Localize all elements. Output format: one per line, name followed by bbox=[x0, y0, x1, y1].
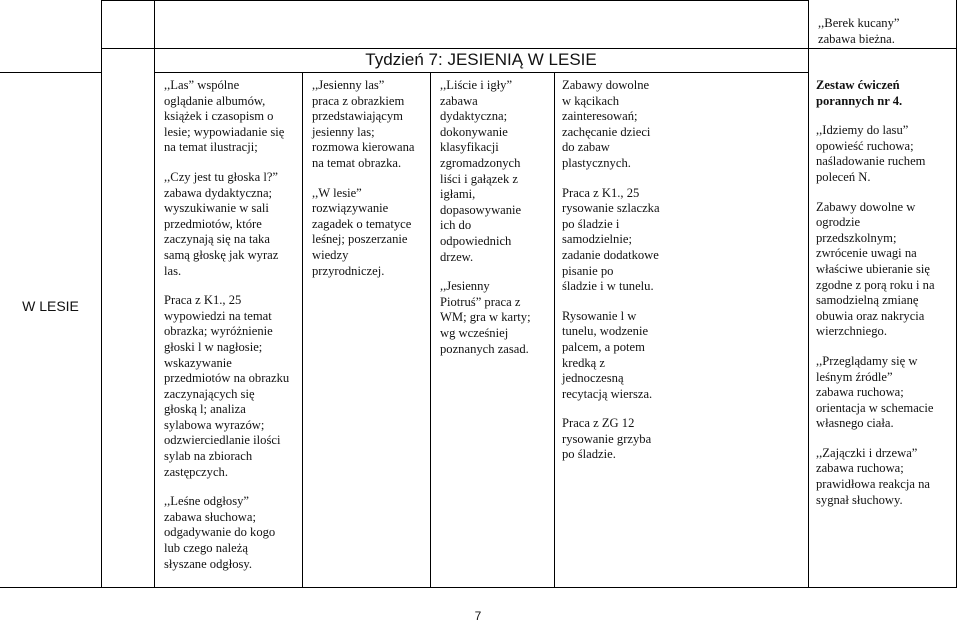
activity-w-lesie: ,,W lesie” rozwiązywanie zagadek o tematyce leśnej; poszerzanie wiedzy przyrodniczej. bbox=[312, 185, 412, 278]
activity-berek-kucany: ,,Berek kucany” zabawa bieżna. bbox=[818, 16, 900, 46]
table-top-border bbox=[101, 0, 808, 1]
col1-left-border bbox=[154, 0, 155, 588]
activity-lesne-odglosy: ,,Leśne odgłosy” zabawa słuchowa; odgadywanie do kogo lub czego należą słyszane odgłosy. bbox=[164, 494, 276, 571]
column-conversation-activities bbox=[312, 78, 428, 279]
side-column-border bbox=[101, 0, 102, 588]
table-bottom-border bbox=[0, 587, 956, 588]
page-number: 7 bbox=[474, 609, 482, 623]
col4-left-border bbox=[554, 72, 555, 588]
activity-las: ,,Las” wspólne oglądanie albumów, książek i czasopism o lesie; wypowiadanie się na temat ilustracji; bbox=[164, 78, 285, 155]
activity-zajaczki-i-drzewa: ,,Zajączki i drzewa” zabawa ruchowa; prawidłowa reakcja na sygnał słuchowy. bbox=[816, 445, 930, 507]
column-didactic-games bbox=[440, 78, 552, 357]
activity-idziemy-do-lasu: ,,Idziemy do lasu” opowieść ruchowa; naśladowanie ruchem poleceń N. bbox=[816, 123, 926, 184]
activity-glosko-l: ,,Czy jest tu głoska l?” zabawa dydaktyczna; wyszukiwanie w sali przedmiotów, które zaczynają się na taka samą głoskę jak wyraz las. bbox=[164, 169, 279, 278]
activity-praca-zg12: Praca z ZG 12 rysowanie grzyba po śladzie. bbox=[562, 416, 652, 462]
column-movement-activities bbox=[816, 78, 956, 508]
activity-zabawy-dowolne: Zabawy dowolne w kącikach zainteresowań; zachęcanie dzieci do zabaw plastycznych. bbox=[562, 78, 651, 170]
activity-zabawy-w-ogrodzie: Zabawy dowolne w ogrodzie przedszkolnym; zwrócenie uwagi na właściwe ubieranie się zgodne z porą roku i na samodzielną zmianę obuwia oraz nakrycia wierzchniego. bbox=[816, 199, 935, 339]
activity-zestaw-cwiczen: Zestaw ćwiczeń porannych nr 4. bbox=[816, 78, 903, 108]
column-language-activities bbox=[164, 78, 300, 572]
section-label: W LESIE bbox=[22, 298, 79, 314]
week-title: Tydzień 7: JESIENIĄ W LESIE bbox=[365, 50, 597, 69]
side-top-border bbox=[0, 72, 101, 73]
activity-jesienny-las: ,,Jesienny las” praca z obrazkiem przedstawiającym jesienny las; rozmowa kierowana na temat obrazka. bbox=[312, 78, 415, 170]
header-row-border bbox=[154, 72, 808, 73]
activity-rysowanie-szlaczka: Praca z K1., 25 rysowanie szlaczka po śladzie i samodzielnie; zadanie dodatkowe pisanie po śladzie i w tunelu. bbox=[562, 185, 660, 294]
activity-jesienny-piotrus: ,,Jesienny Piotruś” praca z WM; gra w karty; wg wcześniej poznanych zasad. bbox=[440, 279, 531, 356]
activity-rysowanie-l: Rysowanie l w tunelu, wodzenie palcem, a potem kredką z jednoczesną recytacją wiersza. bbox=[562, 308, 653, 401]
col5-left-border bbox=[808, 0, 809, 588]
activity-przegladamy-sie: ,,Przeglądamy się w leśnym źródle” zabawa ruchowa; orientacja w schemacie własnego ciała. bbox=[816, 353, 934, 431]
col3-left-border bbox=[430, 72, 431, 588]
column-art-activities bbox=[562, 78, 682, 463]
col2-left-border bbox=[302, 72, 303, 588]
activity-praca-k1: Praca z K1., 25 wypowiedzi na temat obrazka; wyróżnienie głoski l w nagłosie; wskazywanie przedmiotów na obrazku zaczynających się głoską l; analiza sylabowa wyrazów; odzwierciedlanie ilości sylab na zbiorach zastępczych. bbox=[164, 293, 290, 479]
activity-liscie-i-igly: ,,Liście i igły” zabawa dydaktyczna; dokonywanie klasyfikacji zgromadzonych liści i gałązek z igłami, dopasowywanie ich do odpowiednich drzew. bbox=[440, 78, 522, 264]
title-separator bbox=[101, 48, 956, 49]
